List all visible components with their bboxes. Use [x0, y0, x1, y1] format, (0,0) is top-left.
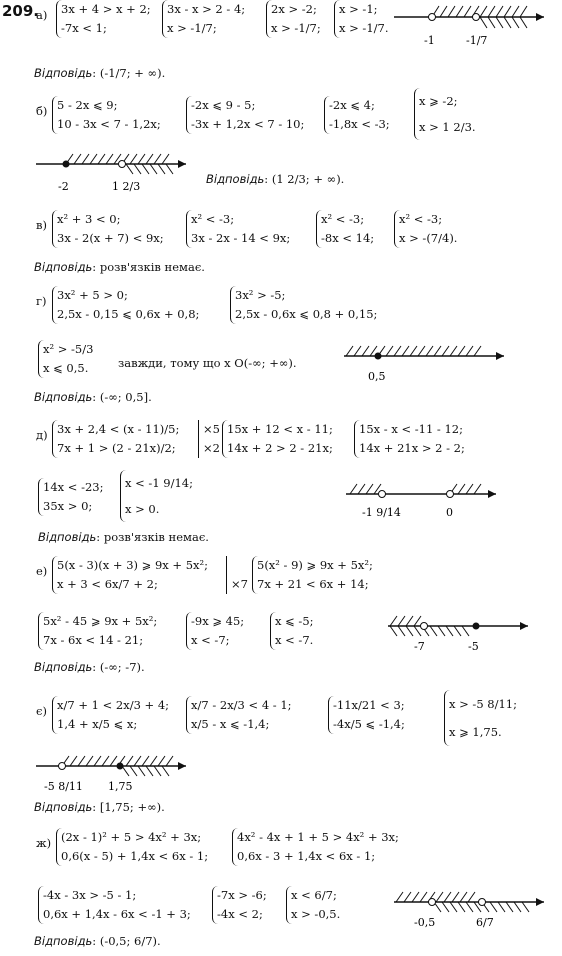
equation: -7x < 1;	[61, 21, 107, 35]
equation: x > -1/7;	[271, 21, 321, 35]
equation: 7x + 21 < 6x + 14;	[257, 577, 369, 591]
equation: 3x² > -5;	[235, 288, 286, 302]
system	[56, 0, 151, 38]
equation: x > 0.	[125, 502, 160, 516]
system	[52, 96, 161, 134]
system	[52, 420, 179, 458]
equation: 4x² - 4x + 1 + 5 > 4x² + 3x;	[237, 830, 399, 844]
equation: 10 - 3x < 7 - 1,2x;	[57, 117, 161, 131]
equation: x² < -3;	[399, 212, 443, 226]
multiplier: ×5	[203, 422, 220, 436]
equation: x < -7.	[275, 633, 314, 647]
part-label: ж)	[36, 836, 52, 850]
equation: 5 - 2x ⩽ 9;	[57, 98, 118, 112]
equation: -1,8x < -3;	[329, 117, 390, 131]
equation: 14x + 21x > 2 - 2;	[359, 441, 465, 455]
part-label: д)	[36, 428, 48, 442]
number-line	[344, 346, 504, 386]
equation: x < -7;	[191, 633, 230, 647]
axis-label: -7	[414, 640, 425, 653]
system	[52, 696, 169, 734]
answer: Відповідь: (1 2/3; + ∞).	[206, 172, 345, 186]
axis-label: -1/7	[466, 34, 488, 47]
system	[38, 340, 93, 378]
equation: 2x > -2;	[271, 2, 317, 16]
axis-label: 6/7	[476, 916, 494, 929]
equation: 15x + 12 < x - 11;	[227, 422, 333, 436]
equation: x² < -3;	[321, 212, 365, 226]
multiplier-column	[198, 420, 220, 458]
axis-label: -5 8/11	[44, 780, 83, 793]
system	[414, 88, 476, 140]
system	[56, 828, 208, 866]
equation: x > 1 2/3.	[419, 120, 476, 134]
axis-label: 0	[446, 506, 453, 519]
number-line	[36, 756, 186, 796]
system	[394, 210, 457, 248]
answer: Відповідь: (-1/7; + ∞).	[34, 66, 166, 80]
equation: 5(x² - 9) ⩾ 9x + 5x²;	[257, 558, 373, 572]
equation: (2x - 1)² + 5 > 4x² + 3x;	[61, 830, 202, 844]
axis-label: -2	[58, 180, 69, 193]
equation: 5x² - 45 ⩾ 9x + 5x²;	[43, 614, 158, 628]
system	[212, 886, 267, 924]
system	[286, 886, 340, 924]
number-line	[388, 616, 528, 656]
equation: x ⩽ -5;	[275, 614, 314, 628]
answer: Відповідь: (-0,5; 6/7).	[34, 934, 161, 948]
equation: 3x + 4 > x + 2;	[61, 2, 151, 16]
equation: -8x < 14;	[321, 231, 375, 245]
system	[334, 0, 388, 38]
system	[444, 690, 517, 746]
equation: 1,4 + x/5 ⩽ x;	[57, 717, 138, 731]
equation: 3x² + 5 > 0;	[57, 288, 128, 302]
equation: 5(x - 3)(x + 3) ⩾ 9x + 5x²;	[57, 558, 208, 572]
number-line	[394, 0, 544, 60]
axis-label: 1,75	[108, 780, 133, 793]
equation: x ⩾ -2;	[419, 94, 458, 108]
system	[328, 696, 405, 734]
equation: 0,6x - 3 + 1,4x < 6x - 1;	[237, 849, 376, 863]
equation: -9x ⩾ 45;	[191, 614, 245, 628]
equation: x > -5 8/11;	[449, 697, 517, 711]
part-label: в)	[36, 218, 47, 232]
multiplier: ×7	[231, 577, 248, 591]
equation: 3x - 2x - 14 < 9x;	[191, 231, 291, 245]
axis-label: -0,5	[414, 916, 436, 929]
system	[186, 96, 304, 134]
equation: -11x/21 < 3;	[333, 698, 405, 712]
equation: 0,6x + 1,4x - 6x < -1 + 3;	[43, 907, 191, 921]
number-line	[36, 152, 186, 202]
axis-label: -5	[468, 640, 479, 653]
axis-label: 0,5	[368, 370, 386, 383]
axis-label: -1 9/14	[362, 506, 401, 519]
part-label: є)	[36, 704, 47, 718]
equation: x + 3 < 6x/7 + 2;	[57, 577, 158, 591]
number-line	[394, 892, 544, 932]
note-text: завжди, тому що x O(-∞; +∞).	[118, 356, 297, 370]
part-label: б)	[36, 104, 48, 118]
system	[38, 478, 103, 516]
system	[52, 556, 208, 594]
equation: -3x + 1,2x < 7 - 10;	[191, 117, 305, 131]
system	[38, 886, 191, 924]
system	[162, 0, 245, 38]
equation: -7x > -6;	[217, 888, 267, 902]
equation: 14x < -23;	[43, 480, 104, 494]
equation: x² > -5/3	[43, 342, 94, 356]
multiplier-column	[226, 556, 248, 594]
equation: x > -0,5.	[291, 907, 341, 921]
system	[354, 420, 465, 458]
equation: -4x < 2;	[217, 907, 263, 921]
system	[52, 210, 164, 248]
system	[324, 96, 390, 134]
equation: 3x - x > 2 - 4;	[167, 2, 246, 16]
system	[186, 612, 244, 650]
part-label: е)	[36, 564, 48, 578]
equation: 3x - 2(x + 7) < 9x;	[57, 231, 164, 245]
equation: 14x + 2 > 2 - 21x;	[227, 441, 333, 455]
equation: 7x - 6x < 14 - 21;	[43, 633, 144, 647]
equation: 3x + 2,4 < (x - 11)/5;	[57, 422, 180, 436]
equation: x/7 - 2x/3 < 4 - 1;	[191, 698, 292, 712]
equation: x > -1/7;	[167, 21, 217, 35]
system	[316, 210, 374, 248]
equation: x > -1/7.	[339, 21, 389, 35]
system	[52, 286, 199, 324]
equation: x ⩽ 0,5.	[43, 361, 89, 375]
equation: 15x - x < -11 - 12;	[359, 422, 463, 436]
equation: -2x ⩽ 9 - 5;	[191, 98, 256, 112]
equation: x > -(7/4).	[399, 231, 458, 245]
equation: 2,5x - 0,6x ⩽ 0,8 + 0,15;	[235, 307, 378, 321]
answer: Відповідь: (-∞; -7).	[34, 660, 145, 674]
equation: x > -1;	[339, 2, 378, 16]
equation: x/5 - x ⩽ -1,4;	[191, 717, 270, 731]
equation: x/7 + 1 < 2x/3 + 4;	[57, 698, 170, 712]
equation: x² + 3 < 0;	[57, 212, 121, 226]
part-label: а)	[36, 8, 48, 22]
equation: 35x > 0;	[43, 499, 93, 513]
equation: 2,5x - 0,15 ⩽ 0,6x + 0,8;	[57, 307, 200, 321]
answer: Відповідь: (-∞; 0,5].	[34, 390, 152, 404]
answer: Відповідь: розв'язків немає.	[38, 530, 209, 544]
axis-label: -1	[424, 34, 435, 47]
system	[186, 210, 290, 248]
equation: x² < -3;	[191, 212, 235, 226]
part-label: г)	[36, 294, 47, 308]
system	[232, 828, 399, 866]
system	[186, 696, 292, 734]
system	[222, 420, 333, 458]
answer: Відповідь: [1,75; +∞).	[34, 800, 165, 814]
equation: 7x + 1 > (2 - 21x)/2;	[57, 441, 176, 455]
system	[270, 612, 314, 650]
axis-label: 1 2/3	[112, 180, 141, 193]
system	[252, 556, 373, 594]
multiplier: ×2	[203, 441, 220, 455]
equation: x ⩾ 1,75.	[449, 725, 502, 739]
equation: -2x ⩽ 4;	[329, 98, 375, 112]
system	[266, 0, 321, 38]
equation: -4x/5 ⩽ -1,4;	[333, 717, 405, 731]
answer: Відповідь: розв'язків немає.	[34, 260, 205, 274]
equation: 0,6(x - 5) + 1,4x < 6x - 1;	[61, 849, 209, 863]
system	[38, 612, 157, 650]
equation: x < 6/7;	[291, 888, 337, 902]
number-line	[346, 484, 496, 524]
problem-number: 209.	[2, 2, 40, 20]
system	[120, 470, 193, 522]
system	[230, 286, 377, 324]
equation: x < -1 9/14;	[125, 476, 193, 490]
equation: -4x - 3x > -5 - 1;	[43, 888, 137, 902]
